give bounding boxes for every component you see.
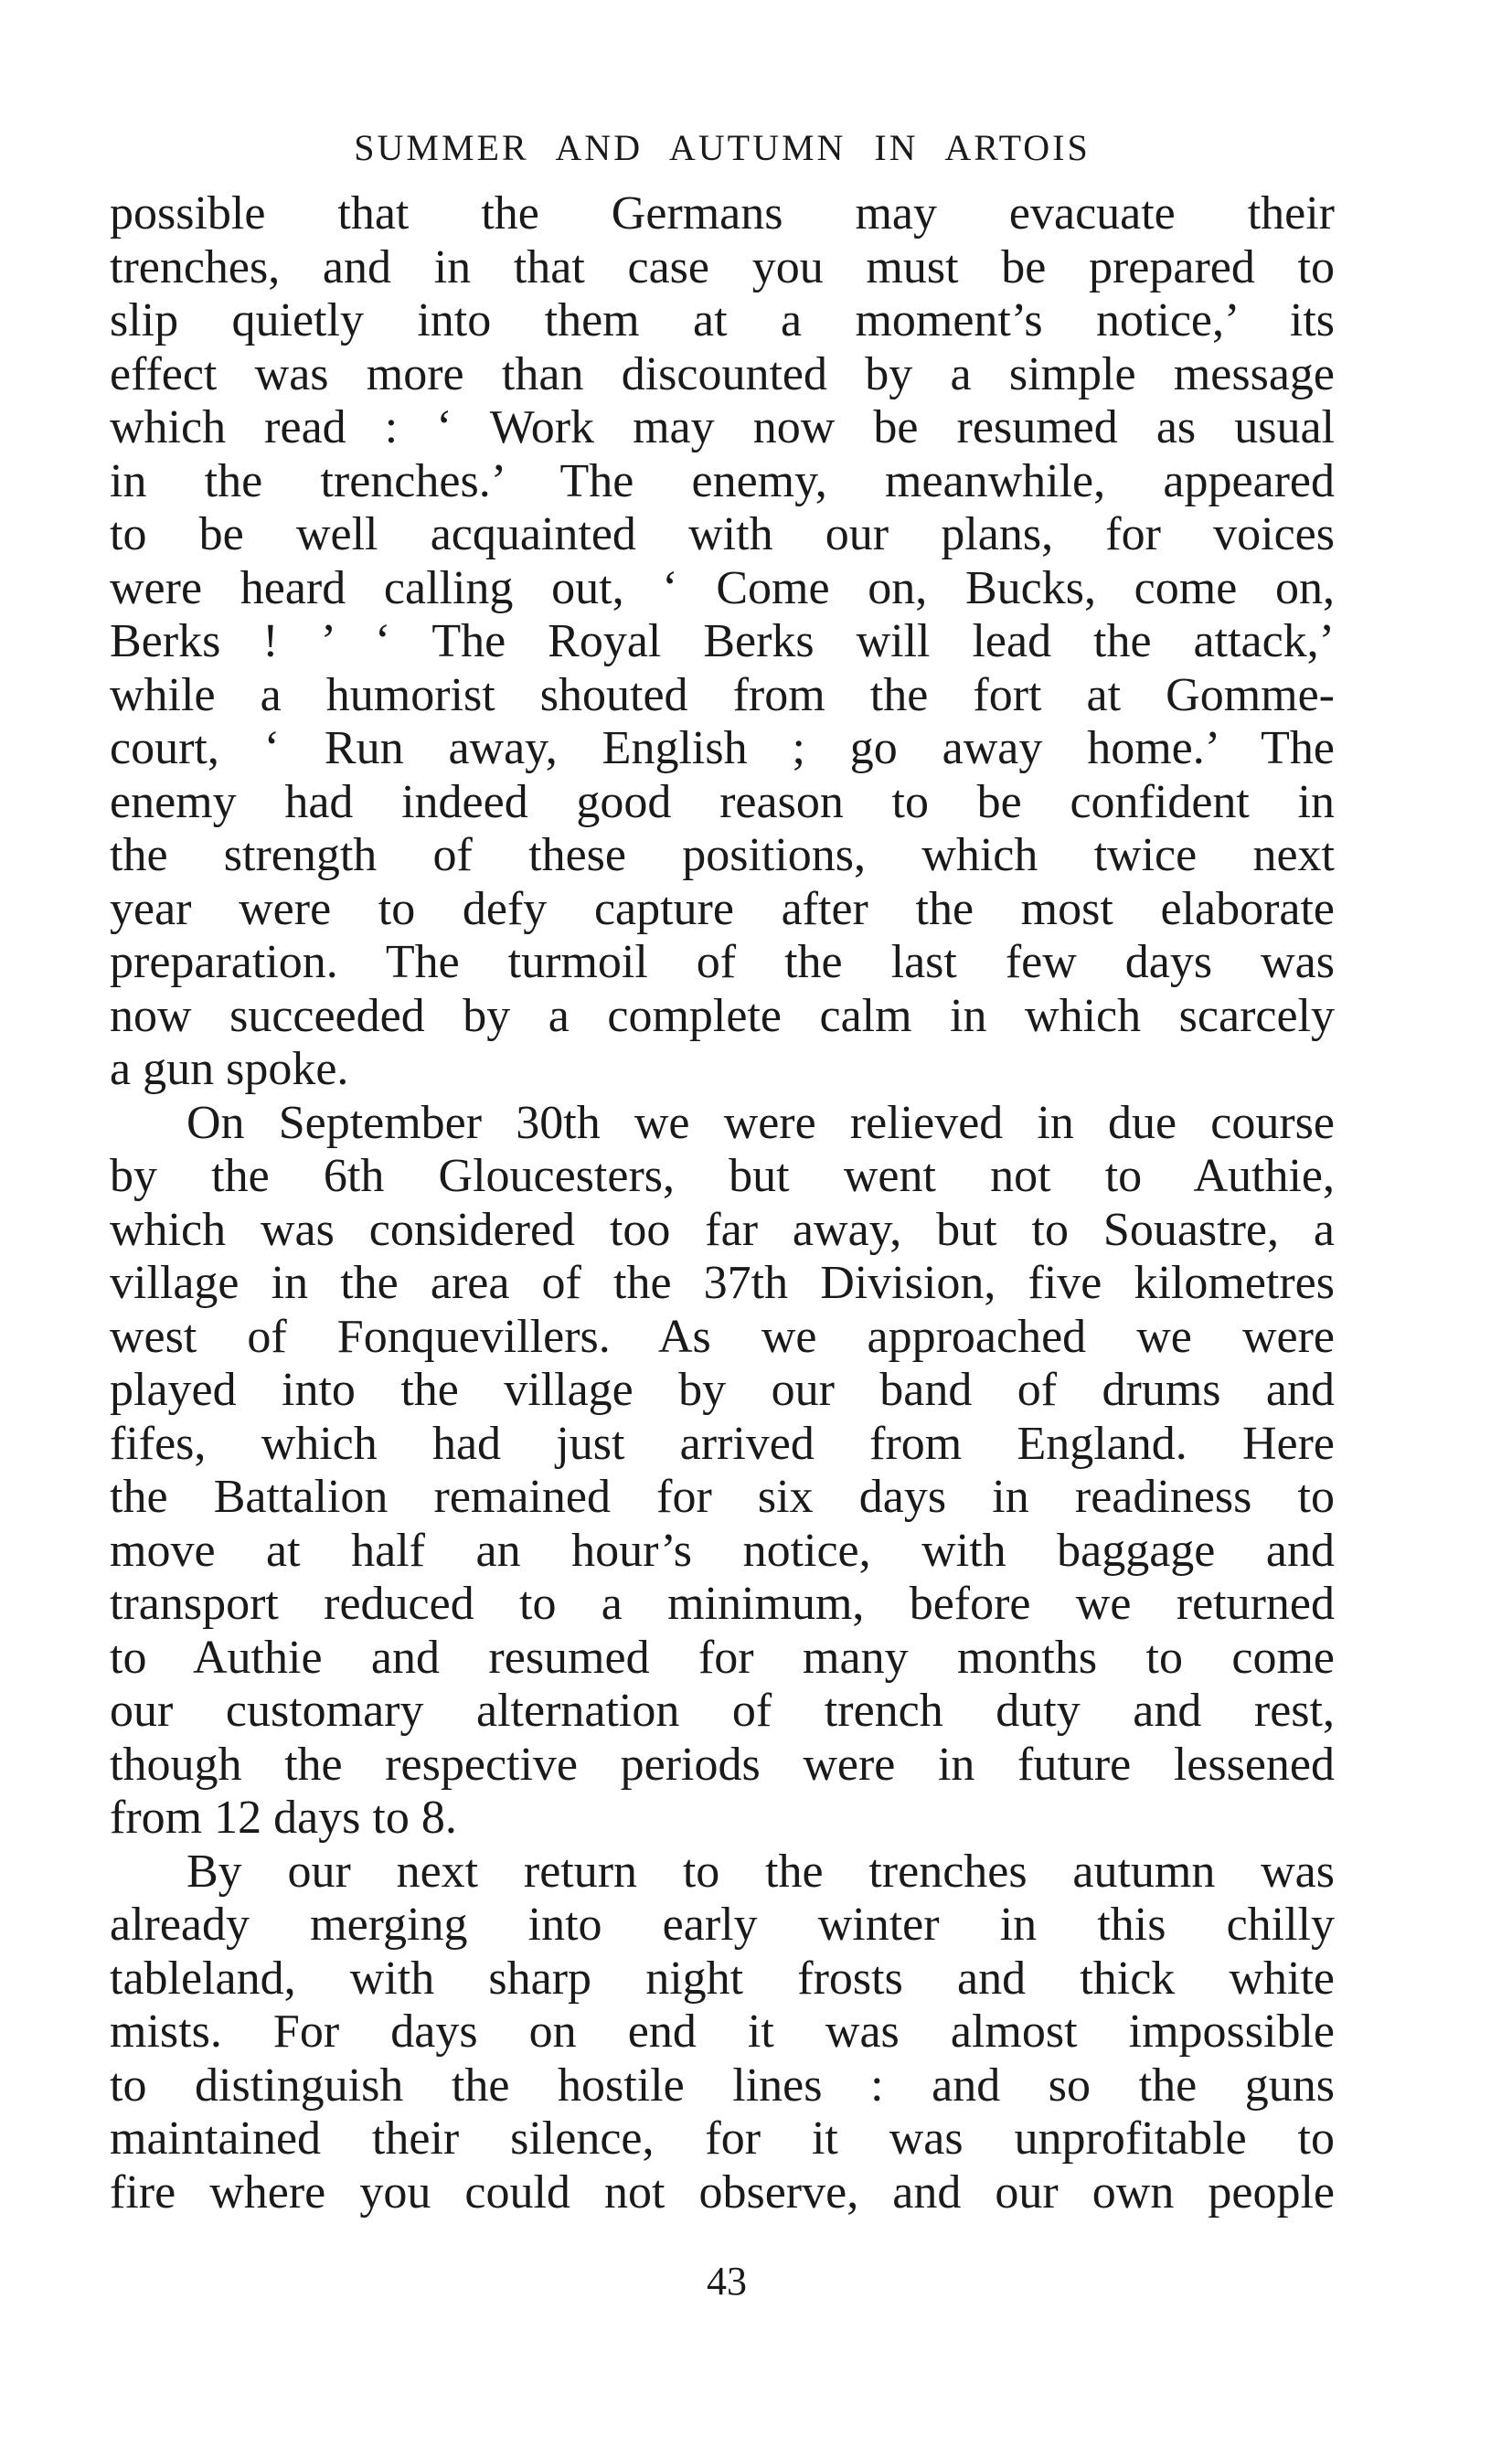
text-line: effect was more than discounted by a simple message [110, 347, 1335, 400]
text-line: played into the village by our band of drums and [110, 1364, 1335, 1416]
text-line: the Battalion remained for six days in readiness to [110, 1471, 1335, 1523]
text-line: fifes, which had just arrived from England. Here [110, 1417, 1335, 1470]
text-line: by the 6th Gloucesters, but went not to Authie, [110, 1150, 1335, 1202]
text-line: were heard calling out, ‘ Come on, Bucks, come on, [110, 561, 1335, 614]
text-line: tableland, with sharp night frosts and thick white [110, 1952, 1335, 2005]
text-line: which read : ‘ Work may now be resumed as usual [110, 401, 1335, 453]
text-line: fire where you could not observe, and our own people [110, 2165, 1335, 2219]
text-line: Berks ! ’ ‘ The Royal Berks will lead the attack,’ [110, 615, 1335, 667]
text-line: village in the area of the 37th Division, five kilometres [110, 1257, 1335, 1309]
paragraph-start-line: On September 30th we were relieved in due course [186, 1096, 1335, 1149]
text-line: to distinguish the hostile lines : and so the guns [110, 2059, 1335, 2112]
text-line: already merging into early winter in this chilly [110, 1899, 1335, 1951]
text-line: year were to defy capture after the most elaborate [110, 882, 1335, 935]
text-line: court, ‘ Run away, English ; go away home.’ The [110, 722, 1335, 774]
text-line: to Authie and resumed for many months to come [110, 1631, 1335, 1684]
paragraph-start-line: By our next return to the trenches autumn was [186, 1845, 1335, 1898]
text-line: transport reduced to a minimum, before we returned [110, 1578, 1335, 1630]
text-line: possible that the Germans may evacuate their [110, 187, 1335, 239]
text-line: trenches, and in that case you must be prepared to [110, 240, 1335, 293]
text-line: to be well acquainted with our plans, for voices [110, 508, 1335, 560]
text-line: maintained their silence, for it was unprofitable to [110, 2112, 1335, 2165]
text-line: the strength of these positions, which twice next [110, 829, 1335, 881]
text-line: while a humorist shouted from the fort at Gomme- [110, 668, 1335, 721]
page-number: 43 [707, 2259, 747, 2304]
text-line: our customary alternation of trench duty and rest, [110, 1685, 1335, 1737]
text-line: enemy had indeed good reason to be confident in [110, 775, 1335, 828]
paragraph-end-line: a gun spoke. [110, 1043, 349, 1095]
body-text [110, 187, 1335, 2219]
text-line: move at half an hour’s notice, with baggage and [110, 1524, 1335, 1577]
text-line: preparation. The turmoil of the last few days was [110, 936, 1335, 988]
text-line: now succeeded by a complete calm in which scarcely [110, 989, 1335, 1042]
text-line: though the respective periods were in future lessened [110, 1738, 1335, 1791]
running-head: SUMMER AND AUTUMN IN ARTOIS [354, 127, 1091, 168]
text-line: which was considered too far away, but to Souastre, a [110, 1203, 1335, 1256]
text-line: in the trenches.’ The enemy, meanwhile, appeared [110, 454, 1335, 507]
text-line: slip quietly into them at a moment’s notice,’ its [110, 294, 1335, 346]
paragraph-end-line: from 12 days to 8. [110, 1792, 457, 1844]
text-line: mists. For days on end it was almost impossible [110, 2006, 1335, 2058]
text-line: west of Fonquevillers. As we approached we were [110, 1310, 1335, 1363]
